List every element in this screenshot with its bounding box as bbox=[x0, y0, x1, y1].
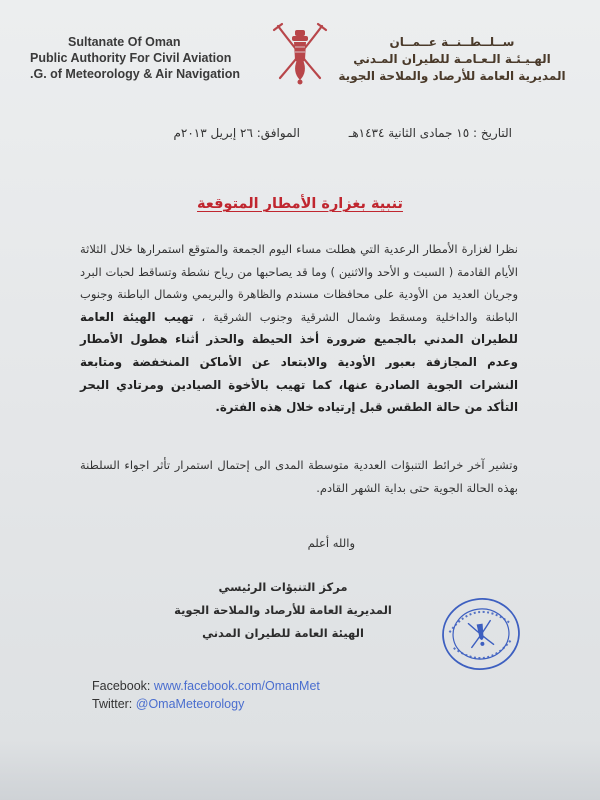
letterhead-en-line-2: Public Authority For Civil Aviation bbox=[30, 51, 232, 65]
forecast-paragraph: وتشير آخر خرائط التنبؤات العددية متوسطة المدى الى إحتمال استمرار تأثر اجواء السلطنة بهذه الحالة الجوية حتى بداية الشهر القادم. bbox=[80, 458, 518, 495]
letterhead-en-line-1: Sultanate Of Oman bbox=[68, 35, 181, 49]
letterhead-ar-line-1: ســلــطــنــة عــمــان bbox=[389, 35, 515, 49]
hijri-date: التاريخ : ١٥ جمادى الثانية ١٤٣٤هـ bbox=[348, 126, 512, 140]
signature-line-3: الهيئة العامة للطيران المدني bbox=[202, 626, 364, 640]
arabic-letterhead bbox=[332, 34, 572, 85]
letterhead-ar-line-2: الهـيـئـة الـعـامـة للطيران المـدني bbox=[353, 52, 551, 66]
closing-phrase: والله أعلم bbox=[307, 536, 355, 550]
letterhead-ar-line-3: المديرية العامة للأرصاد والملاحة الجوية bbox=[338, 69, 566, 83]
facebook-label: Facebook: bbox=[92, 679, 154, 693]
warning-paragraph bbox=[80, 238, 518, 419]
twitter-line bbox=[92, 697, 244, 711]
signature-block bbox=[168, 576, 398, 645]
letterhead-en-line-3: .G. of Meteorology & Air Navigation bbox=[30, 67, 240, 81]
signature-line-2: المديرية العامة للأرصاد والملاحة الجوية bbox=[174, 603, 392, 617]
page-shadow bbox=[0, 740, 600, 800]
oman-khanjar-emblem-icon bbox=[268, 20, 332, 86]
signature-line-1: مركز التنبؤات الرئيسي bbox=[218, 580, 348, 594]
paragraph1-normal-text: نظرا لغزارة الأمطار الرعدية التي هطلت مساء اليوم الجمعة والمتوقع استمرارها خلال الثلاثة الأيام القادمة ( السبت و الأحد والاثنين ) وما قد يصاحبها من رياح نشطة وتساقط لحبات البرد وجريان العديد من الأودية على محافظات مسندم والظاهرة والبريمي وشمال الباطنة وجنوب الباطنة والداخلية ومسقط وشمال الشرقية وجنوب الشرقية ، bbox=[80, 242, 518, 324]
twitter-link[interactable]: @OmaMeteorology bbox=[135, 697, 245, 711]
document-title bbox=[0, 196, 600, 212]
facebook-link[interactable]: www.facebook.com/OmanMet bbox=[153, 679, 320, 693]
official-round-stamp-icon bbox=[436, 594, 526, 674]
document-title-text: تنبية بغزارة الأمطار المتوقعة bbox=[197, 196, 403, 212]
twitter-label: Twitter: bbox=[92, 697, 136, 711]
gregorian-date: الموافق: ٢٦ إبريل ٢٠١٣م bbox=[173, 126, 300, 140]
facebook-line bbox=[92, 679, 320, 693]
english-letterhead bbox=[30, 34, 240, 82]
paragraph1-bold-text: تهيب الهيئة العامة للطيران المدني بالجميع ضرورة أخذ الحيطة والحذر أثناء هطول الأمطار وعدم المجازفة بعبور الأودية والابتعاد عن الأماكن المنخفضة ومتابعة النشرات الجوية الصادرة عنها، كما تهيب بالأخوة الصيادين ومرتادي البحر التأكد من حالة الطقس قبل إرتياده خلال هذه الفترة. bbox=[80, 309, 518, 415]
